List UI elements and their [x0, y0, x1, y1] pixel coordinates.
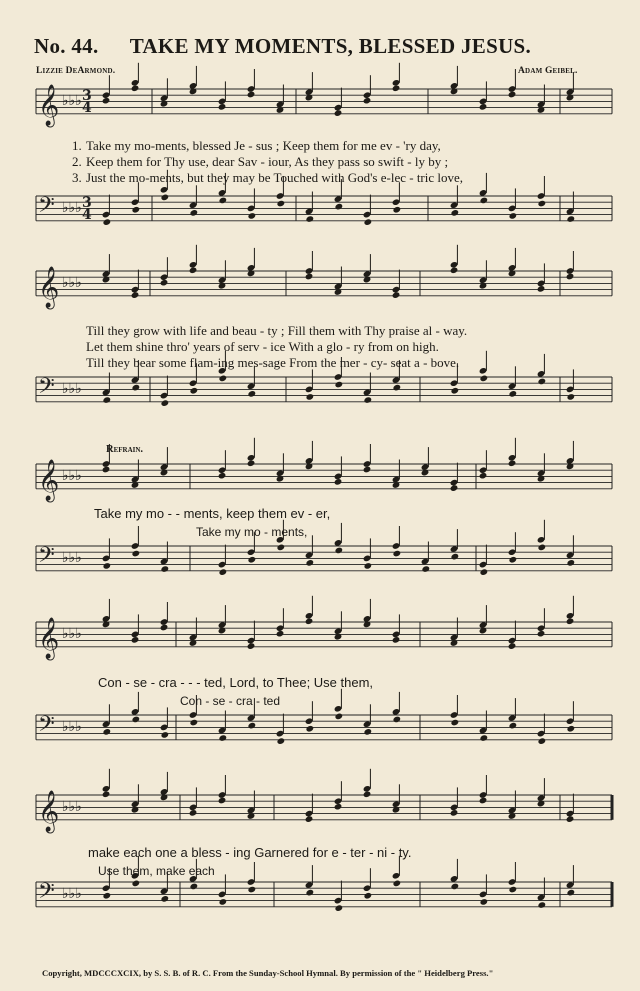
notehead	[479, 472, 488, 480]
notehead	[131, 716, 140, 724]
notehead	[160, 731, 169, 739]
notehead	[160, 565, 169, 573]
notehead	[392, 291, 401, 299]
notehead	[247, 556, 256, 564]
notehead	[537, 378, 546, 386]
notehead	[508, 390, 517, 398]
notehead	[479, 797, 488, 805]
notehead	[305, 889, 314, 897]
refrain-lyric-1-upper: Take my mo - - ments, keep them ev - er,	[94, 506, 331, 521]
notehead	[131, 206, 140, 214]
notehead	[334, 109, 343, 117]
notehead	[189, 209, 198, 217]
notehead	[247, 642, 256, 650]
hymn-title: TAKE MY MOMENTS, BLESSED JESUS.	[129, 34, 532, 58]
refrain-lyric-2-lower: Con - se - cra - ted	[180, 694, 281, 708]
notehead	[392, 384, 401, 392]
notehead	[508, 886, 517, 894]
key-signature-flats-icon: ♭♭♭	[62, 886, 82, 902]
notehead	[479, 898, 488, 906]
treble-clef-icon: 𝄞	[38, 85, 60, 126]
notehead	[218, 898, 227, 906]
notehead	[566, 559, 575, 567]
notehead	[334, 904, 343, 912]
notehead	[566, 273, 575, 281]
treble-clef-icon: 𝄞	[38, 618, 60, 659]
notehead	[508, 459, 517, 467]
notehead	[305, 393, 314, 401]
notehead	[334, 478, 343, 486]
treble-clef-icon: 𝄞	[38, 460, 60, 501]
notehead	[363, 97, 372, 105]
notehead	[334, 547, 343, 555]
notehead	[131, 291, 140, 299]
notehead	[537, 737, 546, 745]
verse-1-line: 1. Take my mo-ments, blessed Je - sus ; Keep them for me ev - 'ry day,	[72, 138, 441, 153]
notehead	[450, 387, 459, 395]
notehead	[566, 815, 575, 823]
notehead	[508, 212, 517, 220]
notehead	[102, 892, 111, 900]
notehead	[247, 212, 256, 220]
notehead	[218, 197, 227, 205]
notehead	[537, 630, 546, 638]
notehead	[189, 719, 198, 727]
notehead	[305, 559, 314, 567]
notehead	[102, 562, 111, 570]
verse-2-line-2: Let them shine thro' years of serv - ice With a glo - ry from on high.	[86, 339, 439, 354]
bass-clef-icon: 𝄢	[38, 374, 55, 404]
notehead	[305, 273, 314, 281]
notehead	[363, 466, 372, 474]
verse-1-line-2: Till they grow with life and beau - ty ; Fill them with Thy praise al - way.	[86, 323, 468, 338]
staff-3	[36, 245, 612, 309]
notehead	[566, 393, 575, 401]
verse-3-line: 3. Just the mo-ments, but they may be Touched with God's e-lec - tric love,	[72, 170, 464, 185]
bass-clef-icon: 𝄢	[38, 879, 55, 909]
notehead	[508, 556, 517, 564]
notehead	[247, 91, 256, 99]
notehead	[508, 642, 517, 650]
notehead	[247, 886, 256, 894]
bass-clef-icon: 𝄢	[38, 712, 55, 742]
notehead	[218, 797, 227, 805]
key-signature-flats-icon: ♭♭♭	[62, 719, 82, 735]
notehead	[537, 901, 546, 909]
notehead	[189, 387, 198, 395]
notehead	[508, 91, 517, 99]
hymn-number: No. 44.	[34, 34, 99, 58]
notehead	[566, 725, 575, 733]
notehead	[479, 374, 488, 382]
key-signature-flats-icon: ♭♭♭	[62, 799, 82, 815]
notehead	[189, 809, 198, 817]
notehead	[247, 459, 256, 467]
refrain-lyric-3-upper: make each one a bless - ing Garnered for e - ter - ni - ty.	[88, 845, 412, 860]
key-signature-flats-icon: ♭♭♭	[62, 275, 82, 291]
notehead	[276, 737, 285, 745]
notehead	[334, 803, 343, 811]
notehead	[189, 266, 198, 274]
notehead	[334, 203, 343, 211]
copyright-footer: Copyright, MDCCCXCIX, by S. S. B. of R. C. From the Sunday-School Hymnal. By permission of the " Heidelberg Press."	[42, 968, 494, 978]
notehead	[537, 285, 546, 293]
notehead	[218, 374, 227, 382]
verse-2-line: 2. Keep them for Thy use, dear Sav - iour, As they pass so swift - ly by ;	[72, 154, 449, 169]
notehead	[102, 728, 111, 736]
lyricist-credit: Lizzie DeArmond.	[36, 66, 116, 76]
notehead	[566, 889, 575, 897]
verse-3-line-2: Till they bear some flam-ing mes-sage From the mer - cy- seat a - bove.	[86, 355, 460, 370]
notehead	[247, 722, 256, 730]
key-signature-flats-icon: ♭♭♭	[62, 200, 82, 216]
notehead	[392, 206, 401, 214]
notehead	[305, 215, 314, 223]
notehead	[276, 543, 285, 551]
refrain-label: Refrain.	[106, 444, 144, 455]
notehead	[102, 790, 111, 798]
staff-6	[36, 520, 612, 576]
key-signature-flats-icon: ♭♭♭	[62, 381, 82, 397]
notehead	[218, 568, 227, 576]
notehead	[450, 209, 459, 217]
refrain-lyric-3-lower: Use them, make each	[98, 864, 215, 878]
notehead	[160, 895, 169, 903]
notehead	[566, 215, 575, 223]
time-signature: 3	[82, 195, 92, 211]
notehead	[102, 466, 111, 474]
verse-lines-system-2	[86, 323, 467, 371]
notehead	[276, 200, 285, 208]
time-signature: 3	[82, 88, 92, 104]
notehead	[392, 716, 401, 724]
notehead	[334, 712, 343, 720]
key-signature-flats-icon: ♭♭♭	[62, 93, 82, 109]
notehead	[363, 728, 372, 736]
notehead	[102, 97, 111, 105]
key-signature-flats-icon: ♭♭♭	[62, 550, 82, 566]
time-signature: 4	[82, 207, 92, 223]
notehead	[479, 197, 488, 205]
notehead	[218, 734, 227, 742]
notehead	[450, 809, 459, 817]
notehead	[537, 543, 546, 551]
notehead	[421, 565, 430, 573]
notehead	[363, 790, 372, 798]
notehead	[160, 279, 169, 287]
notehead	[276, 630, 285, 638]
notehead	[479, 568, 488, 576]
notehead	[102, 218, 111, 226]
staff-7	[36, 596, 612, 660]
refrain-lyric-2-upper: Con - se - cra - - - ted, Lord, to Thee; Use them,	[98, 675, 374, 690]
staff-8	[36, 689, 612, 745]
composer-credit: Adam Geibel.	[518, 66, 578, 76]
notehead	[363, 562, 372, 570]
notehead	[131, 636, 140, 644]
key-signature-flats-icon: ♭♭♭	[62, 626, 82, 642]
notehead	[479, 103, 488, 111]
bass-clef-icon: 𝄢	[38, 193, 55, 223]
notehead	[131, 384, 140, 392]
notehead	[392, 84, 401, 92]
notehead	[508, 722, 517, 730]
verse-lines-system-1	[72, 138, 463, 186]
notehead	[363, 396, 372, 404]
notehead	[160, 193, 169, 201]
notehead	[392, 550, 401, 558]
notehead	[247, 390, 256, 398]
notehead	[160, 624, 169, 632]
key-signature-flats-icon: ♭♭♭	[62, 468, 82, 484]
notehead	[131, 879, 140, 887]
notehead	[160, 399, 169, 407]
notehead	[450, 266, 459, 274]
refrain-lyric-1-lower: Take my mo - ments,	[196, 525, 308, 539]
treble-clef-icon: 𝄞	[38, 791, 60, 832]
treble-clef-icon: 𝄞	[38, 267, 60, 308]
staff-9	[36, 769, 612, 833]
staff-1	[36, 63, 612, 127]
notehead	[131, 84, 140, 92]
notehead	[305, 815, 314, 823]
notehead	[450, 883, 459, 891]
notehead	[392, 879, 401, 887]
time-signature: 4	[82, 100, 92, 116]
notehead	[479, 734, 488, 742]
notehead	[305, 617, 314, 625]
notehead	[305, 725, 314, 733]
notehead	[537, 200, 546, 208]
notehead	[450, 484, 459, 492]
notehead	[218, 103, 227, 111]
notehead	[334, 381, 343, 389]
notehead	[392, 636, 401, 644]
notehead	[218, 472, 227, 480]
notehead	[566, 617, 575, 625]
notehead	[363, 218, 372, 226]
notehead	[102, 396, 111, 404]
notehead	[189, 883, 198, 891]
bass-clef-icon: 𝄢	[38, 543, 55, 573]
notehead	[131, 550, 140, 558]
notehead	[363, 892, 372, 900]
notehead	[450, 553, 459, 561]
notehead	[450, 719, 459, 727]
